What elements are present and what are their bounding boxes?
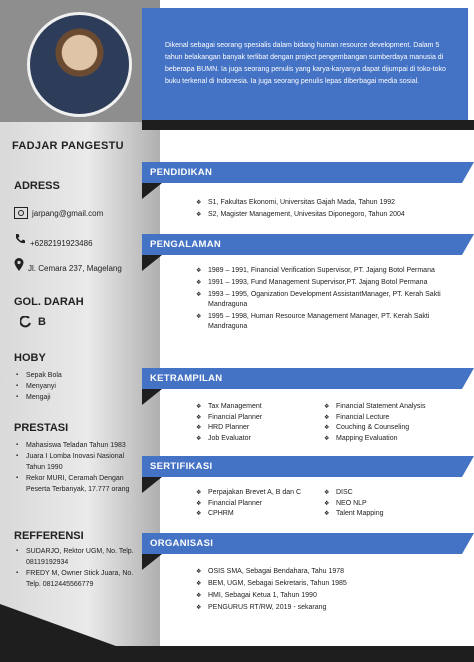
phone-text: +6282191923486 [30, 239, 93, 248]
references-heading: REFFERENSI [14, 530, 84, 542]
list-item: ▪ Juara I Lomba Inovasi Nasional Tahun 1990 [14, 451, 144, 473]
education-list [196, 198, 456, 222]
blood-heading: GOL. DARAH [14, 296, 84, 308]
list-item: ❖ OSIS SMA, Sebagai Bendahara, Tahu 1978 [196, 567, 456, 577]
list-item: ▪ Mengaji [14, 392, 144, 403]
certifications-heading: SERTIFIKASI [142, 456, 462, 477]
list-item: ❖ Financial Statement Analysis [324, 402, 464, 413]
person-name: FADJAR PANGESTU [12, 140, 124, 152]
email-text: jarpang@gmail.com [32, 208, 104, 218]
skills-list [196, 402, 466, 444]
list-item: ❖ Financial Planner [196, 413, 324, 424]
list-item: ▪ Rekor MURI, Ceramah Dengan Peserta Terbanyak, 17.777 orang [14, 473, 144, 495]
organizations-list [196, 567, 456, 615]
list-item: ❖ Couching & Counseling [324, 423, 464, 434]
address-heading: ADRESS [14, 180, 60, 192]
blood-drop-icon [20, 316, 32, 328]
list-item: ❖ Financial Lecture [324, 413, 464, 424]
location-pin-icon [14, 258, 24, 271]
summary-text: Dikenal sebagai seorang spesialis dalam bidang human resource development. Dalam 5 tahun belakangan banyak terlibat dengan project pengembangan sumberdaya manusia di beberapa BUMN. Ia juga seorang penulis yang karya-karyanya dapat dijumpai di toko-toko buku terkenal di Indonesia. Ia juga seorang penulis lepas diberbagai media sosial. [165, 42, 446, 85]
experience-list [196, 266, 456, 334]
list-item: ❖ 1993 – 1995, Oganization Development AssistantManager, PT. Kerah Sakti Mandraguna [196, 290, 456, 310]
location-text: Jl. Cemara 237, Magelang [28, 264, 122, 273]
blood-type-value: B [38, 316, 46, 328]
list-item: ▪ Sepak Bola [14, 370, 144, 381]
list-item: ❖ 1991 – 1993, Fund Management Supervisor,PT. Jajang Botol Permana [196, 278, 456, 288]
section-shadow [142, 183, 182, 199]
summary-divider [142, 120, 474, 130]
list-item: ❖ Mapping Evaluation [324, 434, 464, 445]
achievements-list [14, 440, 144, 495]
achievements-heading: PRESTASI [14, 422, 69, 434]
hobby-list [14, 370, 144, 403]
section-shadow [142, 389, 182, 405]
email-contact [14, 207, 103, 219]
hobby-heading: HOBY [14, 352, 46, 364]
list-item: ❖ Job Evaluator [196, 434, 324, 445]
list-item: ❖ HRD Planner [196, 423, 324, 434]
education-heading: PENDIDIKAN [142, 162, 462, 183]
list-item: ❖ Perpajakan Brevet A, B dan C [196, 488, 324, 499]
mail-icon [14, 207, 28, 219]
references-list [14, 546, 144, 590]
list-item: ❖ S1, Fakultas Ekonomi, Universitas Gajah Mada, Tahun 1992 [196, 198, 456, 208]
bottom-bar [0, 646, 474, 662]
profile-photo [27, 12, 132, 117]
section-shadow [142, 554, 182, 570]
section-shadow [142, 255, 182, 271]
list-item: ▪ Mahasiswa Teladan Tahun 1983 [14, 440, 144, 451]
skills-heading: KETRAMPILAN [142, 368, 462, 389]
list-item: ❖ CPHRM [196, 509, 324, 520]
list-item: ▪ SUDARJO, Rektor UGM, No. Telp. 08119192934 [14, 546, 144, 568]
certifications-list [196, 488, 466, 520]
list-item: ❖ S2, Magister Management, Univesitas Diponegoro, Tahun 2004 [196, 210, 456, 220]
list-item: ❖ Financial Planner [196, 499, 324, 510]
list-item: ❖ HMI, Sebagai Ketua 1, Tahun 1990 [196, 591, 456, 601]
organizations-heading: ORGANISASI [142, 533, 462, 554]
list-item: ❖ 1995 – 1998, Human Resource Management Manager, PT. Kerah Sakti Mandraguna [196, 312, 456, 332]
location-contact [14, 255, 122, 273]
phone-icon [14, 233, 26, 245]
list-item: ❖ 1989 – 1991, Financial Verification Supervisor, PT. Jajang Botol Permana [196, 266, 456, 276]
list-item: ▪ Menyanyi [14, 381, 144, 392]
list-item: ❖ Tax Management [196, 402, 324, 413]
list-item: ❖ PENGURUS RT/RW, 2019 - sekarang [196, 603, 456, 613]
blood-type [20, 316, 46, 328]
phone-contact [14, 230, 93, 248]
experience-heading: PENGALAMAN [142, 234, 462, 255]
list-item: ❖ DISC [324, 488, 464, 499]
list-item: ❖ NEO NLP [324, 499, 464, 510]
list-item: ❖ BEM, UGM, Sebagai Sekretaris, Tahun 1985 [196, 579, 456, 589]
list-item: ▪ FREDY M, Owner Stick Juara, No. Telp. 0812445566779 [14, 568, 144, 590]
list-item: ❖ Talent Mapping [324, 509, 464, 520]
section-shadow [142, 477, 182, 493]
